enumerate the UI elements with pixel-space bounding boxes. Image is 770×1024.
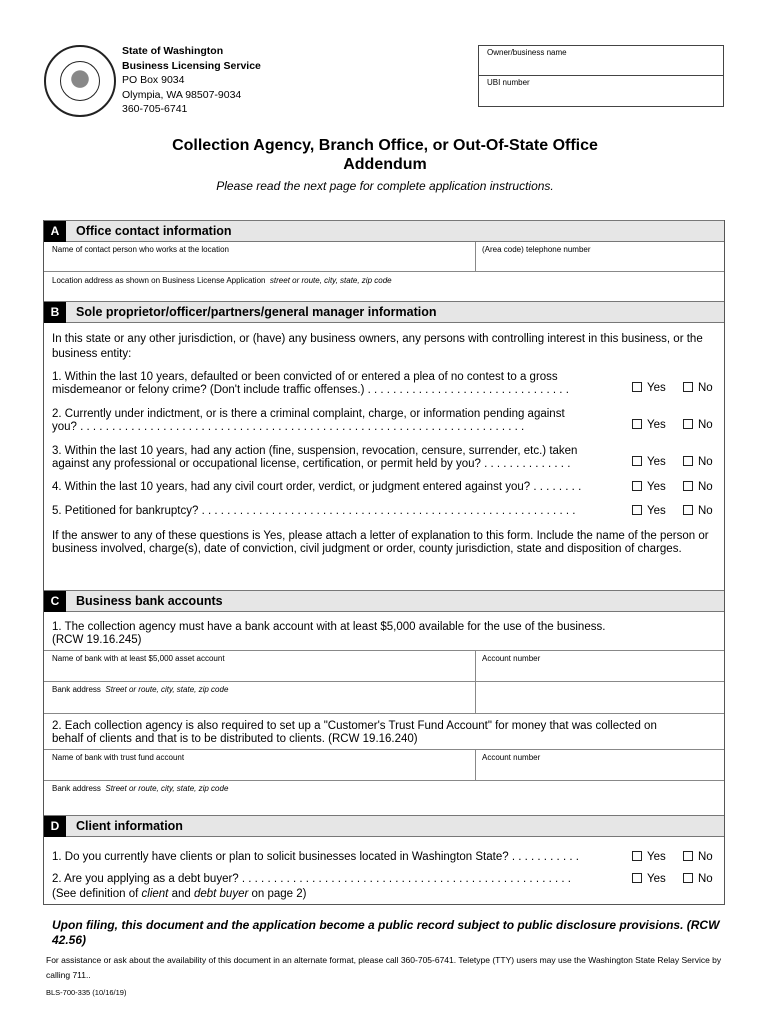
telephone-label: (Area code) telephone number bbox=[482, 245, 591, 254]
ubi-number-label: UBI number bbox=[487, 78, 530, 87]
title-line-1: Collection Agency, Branch Office, or Out-Of-State Office bbox=[172, 137, 598, 154]
checkbox-icon bbox=[632, 419, 642, 429]
no-label: No bbox=[698, 456, 713, 468]
checkbox-icon bbox=[632, 505, 642, 515]
section-a-letter: A bbox=[44, 221, 66, 242]
checkbox-icon bbox=[683, 481, 693, 491]
bank2-address-text: Bank address bbox=[52, 784, 101, 793]
seal-portrait-icon bbox=[60, 61, 100, 101]
bank2-account-field[interactable] bbox=[476, 750, 724, 780]
bank1-name-field[interactable] bbox=[44, 651, 475, 681]
d2-note bbox=[52, 888, 307, 901]
no-label: No bbox=[698, 481, 713, 493]
section-b-intro: In this state or any other jurisdiction, or (have) any business owners, any persons with controlling interest in this business, or the business entity: bbox=[52, 333, 703, 360]
checkbox-icon bbox=[683, 851, 693, 861]
b3-no-checkbox[interactable] bbox=[683, 456, 713, 468]
section-d-header bbox=[44, 815, 724, 837]
d2-no-checkbox[interactable] bbox=[683, 873, 713, 885]
contact-name-field[interactable] bbox=[44, 242, 475, 271]
b1-no-checkbox[interactable] bbox=[683, 382, 713, 394]
yes-label: Yes bbox=[647, 505, 666, 517]
public-record-notice: Upon filing, this document and the application become a public record subject to public disclosure provisions. (RCW 42.56) bbox=[52, 918, 720, 947]
no-label: No bbox=[698, 851, 713, 863]
bank1-address-field[interactable] bbox=[44, 682, 475, 712]
section-b-letter: B bbox=[44, 302, 66, 323]
form-id: BLS-700-335 (10/16/19) bbox=[46, 988, 127, 997]
location-address-hint: street or route, city, state, zip code bbox=[269, 276, 392, 285]
agency-address2: Olympia, WA 98507-9034 bbox=[122, 88, 242, 101]
owner-name-label: Owner/business name bbox=[487, 48, 567, 57]
d2-note-suffix: on page 2) bbox=[248, 888, 307, 900]
bank2-address-field[interactable] bbox=[44, 781, 724, 812]
checkbox-icon bbox=[632, 481, 642, 491]
bank1-account-field[interactable] bbox=[476, 651, 724, 681]
section-d-title: Client information bbox=[76, 819, 183, 833]
yes-label: Yes bbox=[647, 873, 666, 885]
d2-note-prefix: (See definition of bbox=[52, 888, 142, 900]
owner-ubi-box bbox=[478, 45, 724, 107]
checkbox-icon bbox=[683, 382, 693, 392]
agency-address1: PO Box 9034 bbox=[122, 74, 185, 86]
checkbox-icon bbox=[683, 456, 693, 466]
checkbox-icon bbox=[632, 382, 642, 392]
b1-yes-checkbox[interactable] bbox=[632, 382, 666, 394]
agency-service: Business Licensing Service bbox=[122, 59, 261, 72]
owner-name-field[interactable] bbox=[479, 46, 723, 76]
b4-no-checkbox[interactable] bbox=[683, 481, 713, 493]
title-line-2: Addendum bbox=[343, 156, 427, 173]
question-b3: 3. Within the last 10 years, had any action (fine, suspension, revocation, censure, surrender, etc.) taken against any professional or occupational license, certification, or permit held by you? . . . . . . . . . . . . . . bbox=[52, 445, 578, 470]
bank2-address-hint: Street or route, city, state, zip code bbox=[105, 784, 229, 793]
b2-yes-checkbox[interactable] bbox=[632, 419, 666, 431]
bank1-account-label: Account number bbox=[482, 654, 541, 663]
agency-phone: 360-705-6741 bbox=[122, 103, 188, 115]
checkbox-icon bbox=[632, 851, 642, 861]
no-label: No bbox=[698, 505, 713, 517]
section-b-note: If the answer to any of these questions is Yes, please attach a letter of explanation to this form. Include the name of the person or business involved, charge(s), date of conviction, civil judgment or order, county jurisdiction, state and disposition of charges. bbox=[52, 530, 709, 555]
section-c-title: Business bank accounts bbox=[76, 594, 223, 608]
no-label: No bbox=[698, 382, 713, 394]
question-b5: 5. Petitioned for bankruptcy? . . . . . . . . . . . . . . . . . . . . . . . . . . . . . . . . . . . . . . . . . . . . . . . . . . . . . . . . . . . bbox=[52, 505, 576, 517]
b4-yes-checkbox[interactable] bbox=[632, 481, 666, 493]
checkbox-icon bbox=[683, 419, 693, 429]
yes-label: Yes bbox=[647, 456, 666, 468]
section-b-header bbox=[44, 301, 724, 323]
section-a-title: Office contact information bbox=[76, 224, 232, 238]
agency-state: State of Washington bbox=[122, 45, 224, 57]
page-title bbox=[0, 136, 770, 174]
b5-yes-checkbox[interactable] bbox=[632, 505, 666, 517]
yes-label: Yes bbox=[647, 851, 666, 863]
question-b4: 4. Within the last 10 years, had any civil court order, verdict, or judgment entered against you? . . . . . . . . bbox=[52, 481, 582, 493]
bank2-account-label: Account number bbox=[482, 753, 541, 762]
yes-label: Yes bbox=[647, 419, 666, 431]
section-a-header bbox=[44, 220, 724, 242]
d2-note-term-client: client bbox=[141, 888, 169, 900]
section-c-item1: 1. The collection agency must have a bank account with at least $5,000 available for the use of the business. (RCW 19.16.245) bbox=[52, 621, 606, 646]
checkbox-icon bbox=[632, 873, 642, 883]
section-c-header bbox=[44, 590, 724, 612]
d1-yes-checkbox[interactable] bbox=[632, 851, 666, 863]
d2-yes-checkbox[interactable] bbox=[632, 873, 666, 885]
question-b1: 1. Within the last 10 years, defaulted or been convicted of or entered a plea of no contest to a gross misdemeanor or felony crime? (Don't include traffic offenses.) . . . . . . . . . . . . . . . . . . . . . . . . . . . . . . . . bbox=[52, 371, 569, 396]
bank1-address-hint: Street or route, city, state, zip code bbox=[105, 685, 229, 694]
telephone-field[interactable] bbox=[476, 242, 724, 271]
page-subtitle: Please read the next page for complete application instructions. bbox=[216, 179, 554, 193]
yes-label: Yes bbox=[647, 481, 666, 493]
section-d-letter: D bbox=[44, 816, 66, 837]
question-d1: 1. Do you currently have clients or plan to solicit businesses located in Washington State? . . . . . . . . . . . bbox=[52, 851, 579, 863]
agency-address-block bbox=[122, 44, 261, 117]
ubi-number-field[interactable] bbox=[479, 76, 723, 106]
question-d2: 2. Are you applying as a debt buyer? . . . . . . . . . . . . . . . . . . . . . . . . . . . . . . . . . . . . . . . . . . . . . . . . . . . . bbox=[52, 873, 571, 885]
checkbox-icon bbox=[683, 505, 693, 515]
bank1-address-label bbox=[52, 685, 228, 694]
section-c-letter: C bbox=[44, 591, 66, 612]
bank2-address-label bbox=[52, 784, 228, 793]
b3-yes-checkbox[interactable] bbox=[632, 456, 666, 468]
contact-name-label: Name of contact person who works at the location bbox=[52, 245, 229, 254]
bank2-name-field[interactable] bbox=[44, 750, 475, 780]
location-address-text: Location address as shown on Business License Application bbox=[52, 276, 266, 285]
bank1-address-text: Bank address bbox=[52, 685, 101, 694]
section-c-item2: 2. Each collection agency is also required to set up a "Customer's Trust Fund Account" for money that was collected on behalf of clients and that is to be distributed to clients. (RCW 19.16.240) bbox=[52, 720, 657, 745]
no-label: No bbox=[698, 419, 713, 431]
state-seal-icon bbox=[44, 45, 116, 117]
location-address-field[interactable] bbox=[44, 272, 724, 300]
d2-note-and: and bbox=[168, 888, 194, 900]
b2-no-checkbox[interactable] bbox=[683, 419, 713, 431]
question-b2: 2. Currently under indictment, or is there a criminal complaint, charge, or information pending against you? . . . . . . . . . . . . . . . . . . . . . . . . . . . . . . . . . . . . . . . . . . . . . . . . . . . . . . . . . . . . . . . . . . . . . . bbox=[52, 408, 565, 433]
no-label: No bbox=[698, 873, 713, 885]
assistance-note: For assistance or ask about the availability of this document in an alternate format, please call 360-705-6741. Teletype (TTY) users may use the Washington State Relay Service by calling 711.. bbox=[46, 955, 722, 980]
section-b-title: Sole proprietor/officer/partners/general manager information bbox=[76, 305, 437, 319]
yes-label: Yes bbox=[647, 382, 666, 394]
location-address-label bbox=[52, 276, 392, 285]
bank2-name-label: Name of bank with trust fund account bbox=[52, 753, 185, 762]
d2-note-term-debt-buyer: debt buyer bbox=[193, 888, 249, 900]
divider bbox=[44, 713, 724, 714]
bank1-name-label: Name of bank with at least $5,000 asset account bbox=[52, 654, 225, 663]
d1-no-checkbox[interactable] bbox=[683, 851, 713, 863]
checkbox-icon bbox=[683, 873, 693, 883]
checkbox-icon bbox=[632, 456, 642, 466]
b5-no-checkbox[interactable] bbox=[683, 505, 713, 517]
